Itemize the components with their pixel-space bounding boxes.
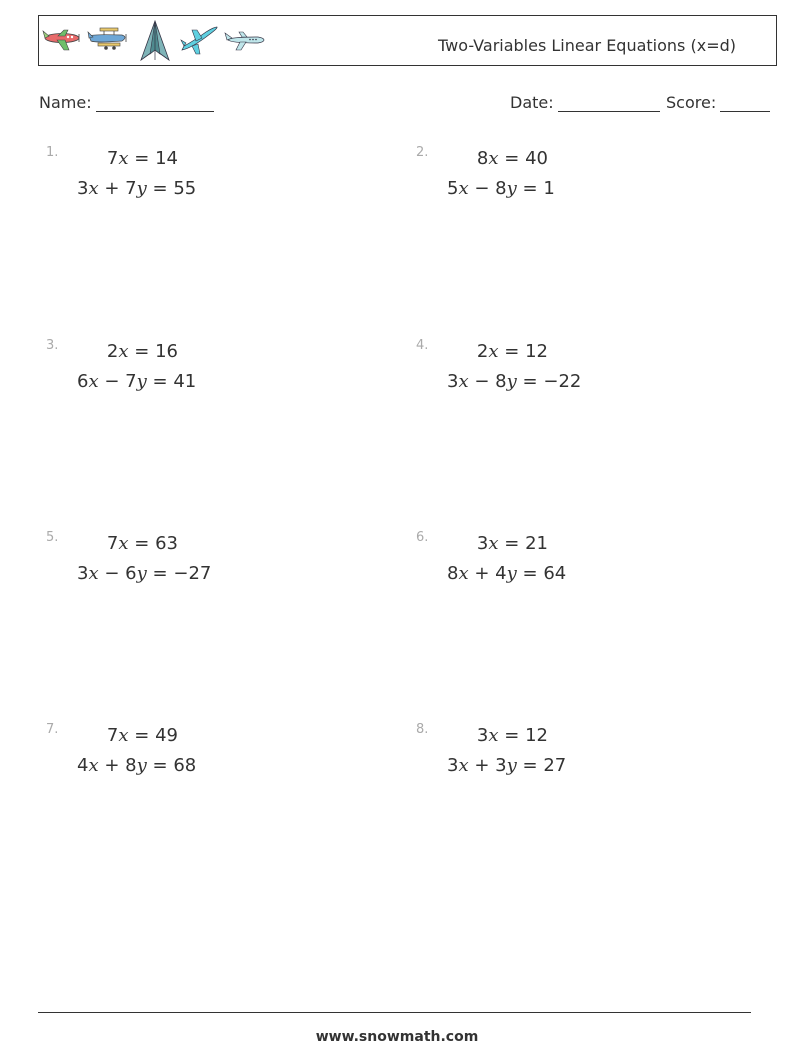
eq2-rhs: −22 xyxy=(543,371,582,392)
equation-1 xyxy=(477,725,548,746)
equation-1 xyxy=(107,533,178,554)
eq2-coefficient-y: 8 xyxy=(495,371,507,392)
equals-sign: = xyxy=(152,755,168,776)
eq2-coefficient-x: 4 xyxy=(77,755,89,776)
problem-1 xyxy=(46,145,346,225)
problem-2 xyxy=(416,145,716,225)
eq2-coefficient-y: 3 xyxy=(495,755,507,776)
variable-x: x xyxy=(88,371,99,392)
equals-sign: = xyxy=(522,178,538,199)
eq2-operator: − xyxy=(474,371,490,392)
equation-1 xyxy=(107,725,178,746)
problem-number: 4. xyxy=(416,338,429,353)
equation-2 xyxy=(447,371,581,392)
equation-2 xyxy=(447,563,566,584)
equation-2 xyxy=(447,178,555,199)
eq1-coefficient: 7 xyxy=(106,148,119,169)
variable-x: x xyxy=(458,755,469,776)
eq1-rhs: 16 xyxy=(155,341,178,362)
header-box xyxy=(38,15,777,66)
eq2-coefficient-y: 8 xyxy=(495,178,507,199)
variable-y: y xyxy=(136,371,147,392)
eq2-coefficient-y: 8 xyxy=(125,755,137,776)
score-label: Score: xyxy=(666,93,717,112)
eq1-rhs: 21 xyxy=(525,533,548,554)
eq2-coefficient-y: 7 xyxy=(125,371,137,392)
eq1-rhs: 12 xyxy=(525,725,548,746)
equation-1 xyxy=(107,148,178,169)
eq2-operator: + xyxy=(104,178,120,199)
equation-1 xyxy=(477,148,548,169)
equals-sign: = xyxy=(134,725,150,746)
eq2-operator: − xyxy=(474,178,490,199)
airliner-icon xyxy=(224,30,266,52)
eq2-rhs: 68 xyxy=(173,755,197,776)
equals-sign: = xyxy=(134,533,150,554)
equals-sign: = xyxy=(152,563,168,584)
equation-2 xyxy=(447,755,566,776)
eq1-coefficient: 3 xyxy=(476,725,489,746)
eq2-rhs: −27 xyxy=(173,563,212,584)
worksheet-title: Two-Variables Linear Equations (x=d) xyxy=(438,36,736,55)
variable-x: x xyxy=(118,725,129,746)
eq1-coefficient: 2 xyxy=(476,341,489,362)
eq1-rhs: 40 xyxy=(525,148,548,169)
variable-x: x xyxy=(88,563,99,584)
equation-2 xyxy=(77,371,196,392)
problem-number: 7. xyxy=(46,722,59,737)
problem-4 xyxy=(416,338,716,418)
equation-1 xyxy=(477,341,548,362)
eq2-operator: − xyxy=(104,563,120,584)
problem-6 xyxy=(416,530,716,610)
eq2-operator: − xyxy=(104,371,120,392)
variable-y: y xyxy=(506,755,517,776)
problem-number: 6. xyxy=(416,530,429,545)
eq2-rhs: 41 xyxy=(173,371,197,392)
eq1-coefficient: 7 xyxy=(106,533,119,554)
red-airplane-icon xyxy=(42,28,84,54)
equation-2 xyxy=(77,178,196,199)
eq1-coefficient: 2 xyxy=(106,341,119,362)
variable-x: x xyxy=(488,341,499,362)
equation-1 xyxy=(477,533,548,554)
equals-sign: = xyxy=(522,371,538,392)
equation-1 xyxy=(107,341,178,362)
eq2-rhs: 27 xyxy=(543,755,567,776)
eq1-coefficient: 8 xyxy=(476,148,489,169)
footer-divider xyxy=(38,1012,751,1013)
name-label: Name: xyxy=(39,93,92,112)
variable-x: x xyxy=(488,533,499,554)
variable-x: x xyxy=(458,371,469,392)
variable-x: x xyxy=(118,341,129,362)
eq1-coefficient: 7 xyxy=(106,725,119,746)
name-field xyxy=(39,93,214,112)
eq1-rhs: 14 xyxy=(155,148,178,169)
variable-x: x xyxy=(118,148,129,169)
variable-x: x xyxy=(488,725,499,746)
equals-sign: = xyxy=(504,725,520,746)
name-blank[interactable] xyxy=(96,95,214,112)
variable-x: x xyxy=(118,533,129,554)
equals-sign: = xyxy=(522,755,538,776)
eq2-coefficient-y: 6 xyxy=(125,563,137,584)
eq2-operator: + xyxy=(474,755,490,776)
score-field xyxy=(666,93,770,112)
eq2-coefficient-x: 3 xyxy=(77,178,89,199)
eq1-rhs: 12 xyxy=(525,341,548,362)
equals-sign: = xyxy=(152,371,168,392)
variable-x: x xyxy=(88,755,99,776)
equals-sign: = xyxy=(504,148,520,169)
equation-2 xyxy=(77,563,211,584)
problem-number: 3. xyxy=(46,338,59,353)
footer-url: www.snowmath.com xyxy=(315,1029,479,1045)
problem-5 xyxy=(46,530,346,610)
variable-y: y xyxy=(136,563,147,584)
eq2-rhs: 64 xyxy=(543,563,567,584)
eq1-coefficient: 3 xyxy=(476,533,489,554)
equals-sign: = xyxy=(152,178,168,199)
eq1-rhs: 49 xyxy=(155,725,178,746)
problem-number: 1. xyxy=(46,145,59,160)
date-label: Date: xyxy=(510,93,554,112)
paper-plane-icon xyxy=(138,20,172,62)
score-blank[interactable] xyxy=(720,95,770,112)
problem-number: 5. xyxy=(46,530,59,545)
date-blank[interactable] xyxy=(558,95,660,112)
equals-sign: = xyxy=(522,563,538,584)
blue-biplane-icon xyxy=(86,26,132,54)
eq2-coefficient-x: 5 xyxy=(447,178,459,199)
variable-y: y xyxy=(506,563,517,584)
eq2-operator: + xyxy=(474,563,490,584)
eq2-coefficient-x: 3 xyxy=(77,563,89,584)
eq2-coefficient-x: 3 xyxy=(447,371,459,392)
equals-sign: = xyxy=(134,148,150,169)
eq2-rhs: 1 xyxy=(543,178,555,199)
eq2-coefficient-x: 6 xyxy=(77,371,89,392)
problem-7 xyxy=(46,722,346,802)
variable-x: x xyxy=(458,563,469,584)
problem-number: 2. xyxy=(416,145,429,160)
problem-number: 8. xyxy=(416,722,429,737)
variable-y: y xyxy=(506,178,517,199)
eq1-rhs: 63 xyxy=(155,533,178,554)
variable-x: x xyxy=(88,178,99,199)
variable-y: y xyxy=(136,178,147,199)
equals-sign: = xyxy=(504,533,520,554)
eq2-coefficient-x: 8 xyxy=(447,563,459,584)
eq2-operator: + xyxy=(104,755,120,776)
eq2-coefficient-x: 3 xyxy=(447,755,459,776)
eq2-rhs: 55 xyxy=(173,178,197,199)
problem-8 xyxy=(416,722,716,802)
variable-x: x xyxy=(458,178,469,199)
equation-2 xyxy=(77,755,196,776)
equals-sign: = xyxy=(134,341,150,362)
date-field xyxy=(510,93,660,112)
eq2-coefficient-y: 7 xyxy=(125,178,137,199)
equals-sign: = xyxy=(504,341,520,362)
problem-3 xyxy=(46,338,346,418)
variable-x: x xyxy=(488,148,499,169)
airplane-icons xyxy=(42,20,268,62)
jet-icon xyxy=(180,24,220,56)
variable-y: y xyxy=(136,755,147,776)
variable-y: y xyxy=(506,371,517,392)
eq2-coefficient-y: 4 xyxy=(495,563,507,584)
